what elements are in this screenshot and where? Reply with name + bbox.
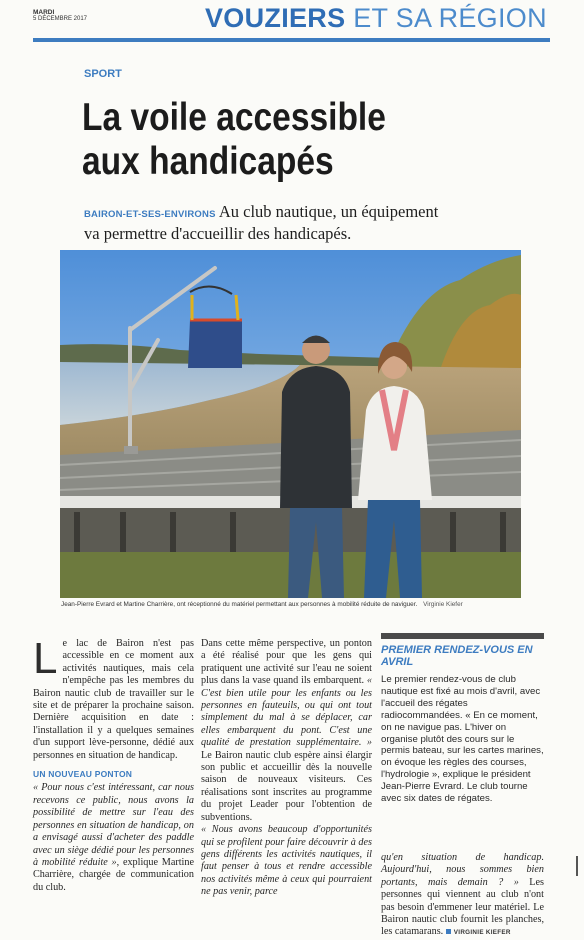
article-location: BAIRON-ET-SES-ENVIRONS (84, 209, 216, 220)
section-title (205, 3, 547, 34)
article-deck (84, 202, 444, 243)
issue-date (33, 9, 87, 23)
sidebar-box-body: Le premier rendez-vous de club nautique est fixé au mois d'avril, avec l'accueil des régates radiocommandées. « En ce moment, on ne navigue pas. L'hiver on organise plutôt des cours sur le permis bateau, sur les cartes marines, on évoque les règles des courses, l'hydrologie », explique le président Jean-Pierre Evrard. Le club tourne avec six dates de régates. (381, 674, 544, 805)
quote-charriere: « Pour nous c'est intéressant, car nous recevons ce public, nous avons la possibilité de mettre sur l'eau des personnes en situation de handicap, on a envisagé aussi d'acheter des paddle avec un siège dédié pour les personnes à mobilité réduite » (33, 782, 194, 868)
drop-cap: L (33, 634, 58, 683)
deck-text: Au club nautique, un équipement va permettre d'accueillir des handicapés. (84, 202, 439, 243)
article-headline (82, 96, 409, 184)
page-margin-mark (576, 856, 578, 876)
sidebar-box-rule (381, 633, 544, 639)
quote-opportunites: « Nous avons beaucoup d'opportunités qui se profilent pour faire découvrir à des gens différents les activités nautiques, il faut penser à tous et rendre accessible nos activités même à ceux qui pourraient ne pas venir, parce (201, 824, 372, 898)
article-column-3 (381, 633, 544, 940)
author-marker-icon (446, 929, 451, 934)
body-paragraph-3 (201, 638, 372, 824)
photo-caption (61, 601, 531, 609)
body-paragraph-1: e lac de Bairon n'est pas accessible en ce moment aux activités nautiques, mais cela n'empêche pas les membres du Bairon nautic club de travailler sur le site et de préparer la prochaine saison. Dernière acquisition en date : l'installation il y a quelques semaines d'un support lève-personne, dédié aux personnes en situation de handicap. (33, 638, 194, 761)
body-paragraph-continued-rest: Les personnes qui viennent au club n'ont pas besoin d'emmener leur matériel. Le Bairon nautic club fournit les planches, les catamarans. (381, 876, 544, 938)
section-rule (33, 38, 550, 42)
article-photo (60, 250, 521, 598)
body-paragraph-2-rest: , explique Martine Charrière, chargée de communication du club. (33, 856, 195, 893)
article-column-2 (201, 638, 372, 899)
body-paragraph-2 (33, 782, 194, 894)
photo-credit: Virginie Kiefer (423, 601, 463, 608)
body-paragraph-continued (381, 852, 544, 940)
author-name: VIRGINIE KIEFER (453, 929, 511, 937)
article-kicker: SPORT (84, 68, 122, 80)
quote-ponton: « C'est bien utile pour les enfants ou les personnes en fauteuils, ou qui ont tout simplement du mal à se déplacer, car elles embarquent du pont. C'est une qualité de prestation supplémentaire. » (201, 675, 372, 749)
body-paragraph-3-b: Le Bairon nautic club espère ainsi élargir son public et accueillir dès la nouvelle saison de nouveaux visiteurs. Ces réalisations sont inscrites au programme du projet Leader pour l'obtention de subventions. (201, 749, 372, 823)
article-author (446, 929, 511, 936)
headline-line-2: aux handicapés (82, 140, 334, 183)
article-column-1 (33, 634, 195, 894)
subheading-ponton: UN NOUVEAU PONTON (33, 769, 133, 780)
sidebar-box-heading: PREMIER RENDEZ-VOUS EN AVRIL (381, 644, 533, 668)
section-title-light: ET SA RÉGION (353, 3, 547, 33)
body-paragraph-3-a: Dans cette même perspective, un ponton a été réalisé pour que les gens qui pratiquent une activité sur l'eau ne soient plus dans la vase quand ils embarquent. (201, 638, 372, 687)
issue-day: MARDI (33, 9, 55, 16)
quote-continued: qu'en situation de handicap. Aujourd'hui, nous sommes bien portants, mais demain ? » (381, 851, 544, 888)
headline-line-1: La voile accessible (82, 96, 386, 139)
section-title-strong: VOUZIERS (205, 3, 346, 33)
photo-caption-text: Jean-Pierre Evrard et Martine Charrière, ont réceptionné du matériel permettant aux personnes à mobilité réduite de naviguer. (61, 601, 418, 608)
issue-date-text: 5 DÉCEMBRE 2017 (33, 16, 88, 22)
